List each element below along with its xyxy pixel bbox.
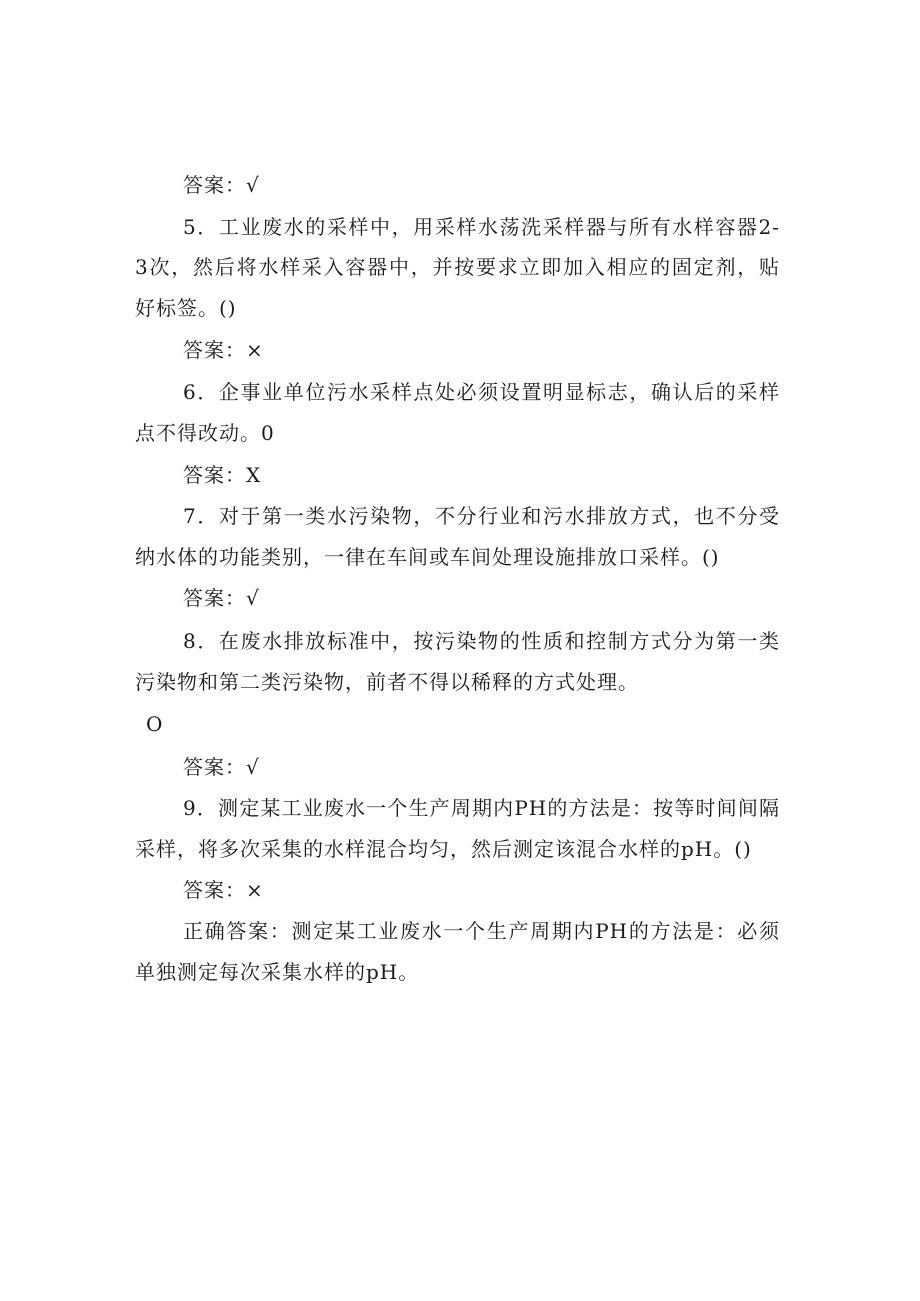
correct-answer-line: 正确答案：测定某工业废水一个生产周期内PH的方法是：必须	[183, 919, 780, 943]
answer-line: 答案：√	[183, 586, 260, 610]
answer-line: 答案：×	[183, 338, 264, 362]
question-8-line: 污染物和第二类污染物，前者不得以稀释的方式处理。	[135, 670, 639, 694]
answer-line: 答案：√	[183, 755, 260, 779]
correct-answer-line: 单独测定每次采集水样的pH。	[135, 960, 420, 984]
question-9-line: 采样，将多次采集的水样混合均匀，然后测定该混合水样的pH。()	[135, 837, 752, 861]
answer-line: 答案：X	[183, 463, 262, 487]
question-9-line: 9．测定某工业废水一个生产周期内PH的方法是：按等时间间隔	[183, 796, 780, 820]
question-5-line: 3次，然后将水样采入容器中，并按要求立即加入相应的固定剂，贴	[135, 255, 780, 279]
question-7-line: 纳水体的功能类别，一律在车间或车间处理设施排放口采样。()	[135, 545, 720, 569]
question-6-line: 点不得改动。0	[135, 421, 275, 445]
question-5-line: 5．工业废水的采样中，用采样水荡洗采样器与所有水样容器2-	[183, 215, 780, 239]
question-8-line: 8．在废水排放标准中，按污染物的性质和控制方式分为第一类	[183, 629, 780, 653]
answer-line: 答案：×	[183, 878, 264, 902]
answer-line: 答案：√	[183, 173, 260, 197]
question-5-line: 好标签。()	[135, 296, 237, 320]
question-7-line: 7．对于第一类水污染物，不分行业和污水排放方式，也不分受	[183, 504, 780, 528]
question-8-line: O	[146, 712, 164, 736]
question-6-line: 6．企事业单位污水采样点处必须设置明显标志，确认后的采样	[183, 380, 780, 404]
